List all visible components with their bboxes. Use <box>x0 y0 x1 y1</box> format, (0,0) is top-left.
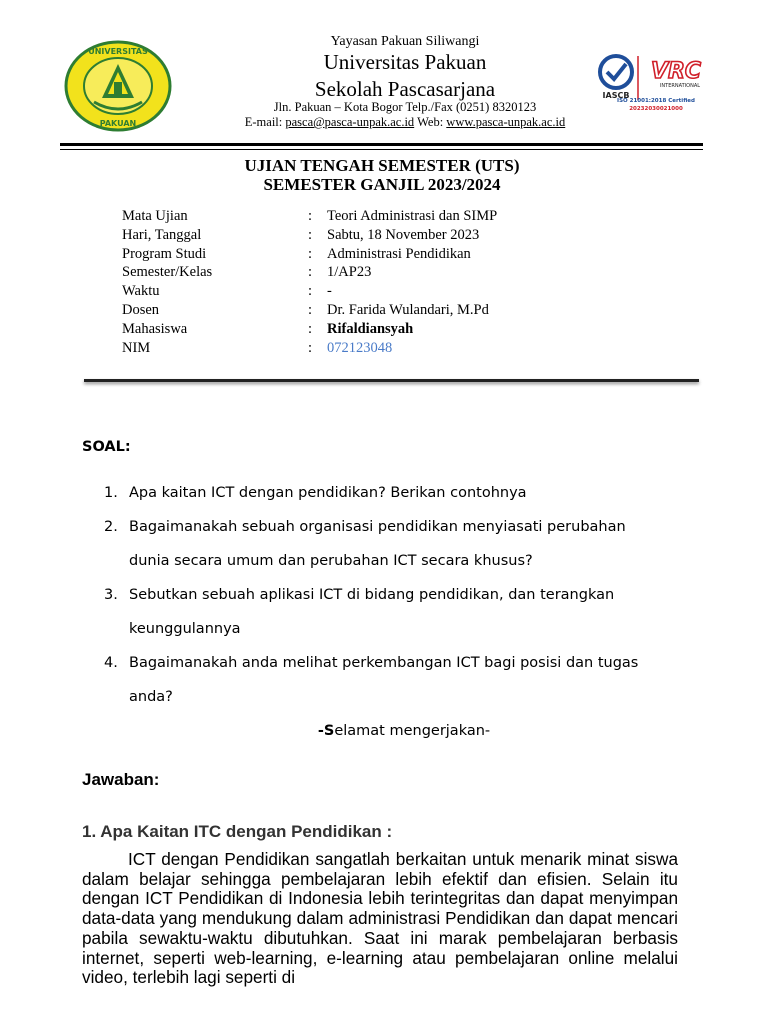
info-row-semester <box>122 263 642 282</box>
university-name: Universitas Pakuan <box>323 50 487 74</box>
question-text: Bagaimanakah anda melihat perkembangan ICT bagi posisi dan tugas <box>129 655 639 671</box>
info-colon: : <box>308 208 313 224</box>
web-label: Web: <box>417 115 444 129</box>
foundation-name: Yayasan Pakuan Siliwangi <box>330 34 480 49</box>
info-colon: : <box>308 283 313 300</box>
info-label: Program Studi <box>122 245 207 262</box>
web-link[interactable]: www.pasca-unpak.ac.id <box>446 115 566 129</box>
iso-text: ISO 21001:2018 Certified <box>617 98 695 104</box>
info-row-course <box>122 207 642 226</box>
answers-title: Jawaban: <box>82 770 160 789</box>
international-text: INTERNATIONAL <box>659 83 701 89</box>
info-row-date <box>122 226 642 245</box>
student-nim: 072123048 <box>327 339 393 356</box>
info-colon: : <box>308 320 313 337</box>
vrc-text: VRC <box>650 59 702 84</box>
info-value: Administrasi Pendidikan <box>327 245 471 262</box>
info-row-student <box>122 320 642 339</box>
question-text: dunia secara umum dan perubahan ICT secara khusus? <box>129 553 533 569</box>
info-colon: : <box>308 339 313 356</box>
question-text: keunggulannya <box>129 621 241 637</box>
question-number: 1. <box>104 485 118 501</box>
info-label: Dosen <box>122 301 160 318</box>
email-label: E-mail: <box>244 115 283 129</box>
section-divider <box>84 379 699 382</box>
info-row-time <box>122 282 642 301</box>
info-colon: : <box>308 245 313 262</box>
info-value: Dr. Farida Wulandari, M.Pd <box>327 301 489 318</box>
exam-info-table <box>122 207 642 357</box>
seal-text-top: UNIVERSITAS <box>88 47 148 56</box>
info-label: Waktu <box>122 283 160 300</box>
university-seal-logo <box>64 40 172 132</box>
answer-heading: 1. Apa Kaitan ITC dengan Pendidikan : <box>82 822 393 841</box>
info-label: Mahasiswa <box>122 320 188 337</box>
closing-prefix: -S <box>317 723 335 739</box>
info-colon: : <box>308 264 313 281</box>
contact-line <box>210 115 600 130</box>
info-colon: : <box>308 301 313 318</box>
info-value: Sabtu, 18 November 2023 <box>327 226 480 243</box>
info-label: Mata Ujian <box>122 208 188 224</box>
question-text: Apa kaitan ICT dengan pendidikan? Berikan contohnya <box>129 485 527 501</box>
exam-semester: SEMESTER GANJIL 2023/2024 <box>263 175 501 194</box>
question-number: 2. <box>104 519 118 535</box>
closing-note <box>0 723 768 739</box>
question-text: Sebutkan sebuah aplikasi ICT di bidang pendidikan, dan terangkan <box>129 587 615 603</box>
info-row-lecturer <box>122 301 642 320</box>
letterhead-divider-thin <box>60 149 703 150</box>
seal-text-bottom: PAKUAN <box>99 119 137 128</box>
info-label: Semester/Kelas <box>122 264 213 281</box>
info-label: Hari, Tanggal <box>122 226 202 243</box>
cert-number-text: 20232030021000 <box>629 106 683 112</box>
info-value: Teori Administrasi dan SIMP <box>327 208 498 224</box>
certification-logo <box>596 52 714 114</box>
student-name: Rifaldiansyah <box>327 320 414 337</box>
info-value: - <box>327 283 332 300</box>
question-number: 3. <box>104 587 118 603</box>
info-row-nim <box>122 339 642 358</box>
address-line: Jln. Pakuan – Kota Bogor Telp./Fax (0251) 8320123 <box>273 100 537 114</box>
answer-paragraph: ICT dengan Pendidikan sangatlah berkaitan untuk menarik minat siswa dalam belajar sehingga pembelajaran lebih efektif dan efisien. Selain itu dengan ICT Pendidikan di Indonesia lebih terintegritas dan dapat menyimpan data-data yang mendukung dalam administrasi Pendidikan dan dapat mencari pabila sewaktu-waktu dibutuhkan. Saat ini marak pembelajaran berbasis internet, seperti web-learning, e-learning atau pembelajaran online melalui video, terlebih lagi seperti di <box>82 849 678 988</box>
info-label: NIM <box>122 339 151 356</box>
letterhead-divider-thick <box>60 143 703 146</box>
exam-title: UJIAN TENGAH SEMESTER (UTS) <box>244 156 520 175</box>
questions-title: SOAL: <box>82 439 131 455</box>
question-number: 4. <box>104 655 118 671</box>
email-link[interactable]: pasca@pasca-unpak.ac.id <box>285 115 415 129</box>
info-colon: : <box>308 226 313 243</box>
school-name: Sekolah Pascasarjana <box>314 77 496 101</box>
question-text: Bagaimanakah sebuah organisasi pendidikan menyiasati perubahan <box>129 519 626 535</box>
info-row-program <box>122 245 642 264</box>
info-value: 1/AP23 <box>327 264 372 281</box>
closing-rest: elamat mengerjakan- <box>334 723 491 739</box>
iascb-text: IASCB <box>602 91 630 100</box>
question-text: anda? <box>129 689 173 705</box>
